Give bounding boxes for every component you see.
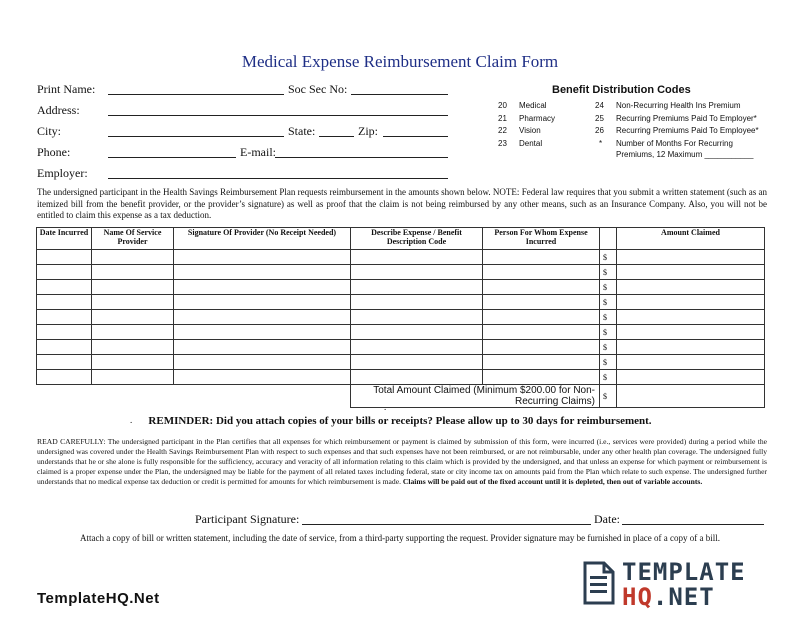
cell-provider[interactable] bbox=[92, 295, 174, 310]
header-provider: Name Of Service Provider bbox=[92, 228, 174, 250]
table-row bbox=[37, 280, 765, 295]
zip-field[interactable] bbox=[383, 136, 448, 137]
code-label: Medical bbox=[519, 101, 547, 110]
cell-signature[interactable] bbox=[174, 370, 351, 385]
cell-signature[interactable] bbox=[174, 280, 351, 295]
document-icon bbox=[582, 560, 616, 606]
participant-signature-field[interactable] bbox=[302, 524, 591, 525]
table-row bbox=[37, 340, 765, 355]
cell-provider[interactable] bbox=[92, 265, 174, 280]
address-label: Address: bbox=[37, 103, 80, 117]
state-field[interactable] bbox=[319, 136, 354, 137]
cell-provider[interactable] bbox=[92, 355, 174, 370]
cell-signature[interactable] bbox=[174, 310, 351, 325]
table-row bbox=[37, 295, 765, 310]
reminder-text: REMINDER: Did you attach copies of your bills or receipts? Please allow up to 30 days for reimbursement. bbox=[148, 415, 652, 427]
zip-label: Zip: bbox=[358, 124, 378, 138]
header-date: Date Incurred bbox=[37, 228, 92, 250]
cell-person[interactable] bbox=[483, 280, 600, 295]
table-row bbox=[37, 355, 765, 370]
cell-amount[interactable] bbox=[617, 295, 765, 310]
cell-signature[interactable] bbox=[174, 265, 351, 280]
total-spacer bbox=[37, 385, 351, 408]
cell-person[interactable] bbox=[483, 265, 600, 280]
table-row bbox=[37, 250, 765, 265]
state-label: State: bbox=[288, 124, 316, 138]
print-name-field[interactable] bbox=[108, 94, 284, 95]
cell-provider[interactable] bbox=[92, 370, 174, 385]
cell-provider[interactable] bbox=[92, 280, 174, 295]
total-row bbox=[37, 385, 765, 408]
header-person: Person For Whom Expense Incurred bbox=[483, 228, 600, 250]
code-number: 21 bbox=[498, 114, 507, 123]
table-row bbox=[37, 325, 765, 340]
brand-logo-line1: TEMPLATE bbox=[622, 558, 746, 586]
code-number: 20 bbox=[498, 101, 507, 110]
cell-signature[interactable] bbox=[174, 325, 351, 340]
code-number: 22 bbox=[498, 126, 507, 135]
city-field[interactable] bbox=[108, 136, 284, 137]
brand-text-left: TemplateHQ.Net bbox=[37, 590, 160, 607]
read-carefully-text bbox=[37, 437, 767, 487]
cell-dollar: $ bbox=[600, 310, 617, 325]
cell-date[interactable] bbox=[37, 265, 92, 280]
address-field[interactable] bbox=[108, 115, 448, 116]
date-field[interactable] bbox=[622, 524, 764, 525]
soc-sec-label: Soc Sec No: bbox=[288, 82, 348, 96]
cell-dollar: $ bbox=[600, 250, 617, 265]
cell-amount[interactable] bbox=[617, 340, 765, 355]
total-label: Total Amount Claimed (Minimum $200.00 for Non-Recurring Claims) bbox=[351, 385, 600, 408]
cell-date[interactable] bbox=[37, 355, 92, 370]
cell-person[interactable] bbox=[483, 370, 600, 385]
cell-describe[interactable] bbox=[351, 355, 483, 370]
cell-dollar: $ bbox=[600, 295, 617, 310]
cell-date[interactable] bbox=[37, 370, 92, 385]
code-number: 26 bbox=[595, 126, 604, 135]
form-title: Medical Expense Reimbursement Claim Form bbox=[241, 52, 559, 71]
cell-amount[interactable] bbox=[617, 310, 765, 325]
cell-person[interactable] bbox=[483, 295, 600, 310]
cell-person[interactable] bbox=[483, 340, 600, 355]
employer-label: Employer: bbox=[37, 166, 88, 180]
brand-logo-hq: HQ bbox=[622, 583, 653, 611]
cell-amount[interactable] bbox=[617, 250, 765, 265]
cell-person[interactable] bbox=[483, 355, 600, 370]
claims-table bbox=[36, 227, 765, 408]
table-header-row bbox=[37, 228, 765, 250]
cell-person[interactable] bbox=[483, 310, 600, 325]
code-label: Pharmacy bbox=[519, 114, 556, 123]
total-amount-field[interactable] bbox=[617, 385, 765, 408]
cell-dollar: $ bbox=[600, 340, 617, 355]
cell-describe[interactable] bbox=[351, 310, 483, 325]
cell-describe[interactable] bbox=[351, 325, 483, 340]
code-label: Premiums, 12 Maximum ___________ bbox=[616, 150, 754, 159]
code-number: 24 bbox=[595, 101, 604, 110]
cell-describe[interactable] bbox=[351, 340, 483, 355]
cell-amount[interactable] bbox=[617, 370, 765, 385]
code-label: Non-Recurring Health Ins Premium bbox=[616, 101, 741, 110]
benefit-codes-title: Benefit Distribution Codes bbox=[552, 84, 691, 96]
cell-person[interactable] bbox=[483, 325, 600, 340]
employer-field[interactable] bbox=[108, 178, 448, 179]
cell-signature[interactable] bbox=[174, 250, 351, 265]
soc-sec-field[interactable] bbox=[351, 94, 448, 95]
table-row bbox=[37, 265, 765, 280]
intro-paragraph: The undersigned participant in the Health Savings Reimbursement Plan requests reimbursement in the amounts shown below. NOTE: Federal law requires that you submit a written statement (such as an itemized bill from the benefit provider, or the provider’s signature) as well as proof that the claim is not being reimbursed by any other means, such as an Insurance Company. Also, you will not be entitled to claim this expense as a tax deduction. bbox=[37, 187, 767, 220]
cell-dollar: $ bbox=[600, 265, 617, 280]
cell-amount[interactable] bbox=[617, 265, 765, 280]
cell-date[interactable] bbox=[37, 250, 92, 265]
read-carefully-body: READ CAREFULLY: The undersigned participant in the Plan certifies that all expenses for which reimbursement or payment is claimed by submission of this form, were incurred (i.e., services were provided) during a period while the undersigned was covered under the Health Savings Reimbursement Plan with respect to such expenses and that such expenses have not been reimbursed, or are not reimbursable, under any other health plan coverage. The undersigned fully understands that he or she alone is fully responsible for the sufficiency, accuracy and veracity of all information relating to this claim which is provided by the undersigned, and that unless an expense for which payment or reimbursement is claimed is a proper expense under the Plan, the undersigned may be liable for the payment of all related taxes including federal, state or city income tax on amounts paid from the Plan which relate to such expense. The undersigned further understands that no medical expense tax deduction or credit is permitted for amounts for which reimbursement is made. bbox=[37, 437, 767, 486]
cell-date[interactable] bbox=[37, 340, 92, 355]
participant-signature-label: Participant Signature: bbox=[195, 512, 300, 526]
cell-signature[interactable] bbox=[174, 340, 351, 355]
code-label: Recurring Premiums Paid To Employee* bbox=[616, 126, 759, 135]
phone-label: Phone: bbox=[37, 145, 71, 159]
cell-date[interactable] bbox=[37, 310, 92, 325]
total-dollar: $ bbox=[600, 385, 617, 408]
code-number: 25 bbox=[595, 114, 604, 123]
cell-provider[interactable] bbox=[92, 250, 174, 265]
cell-describe[interactable] bbox=[351, 250, 483, 265]
header-signature: Signature Of Provider (No Receipt Needed) bbox=[174, 228, 351, 250]
cell-person[interactable] bbox=[483, 250, 600, 265]
cell-date[interactable] bbox=[37, 280, 92, 295]
email-label: E-mail: bbox=[240, 145, 276, 159]
attach-note: Attach a copy of bill or written statement, including the date of service, from a third-party supporting the request. Provider signature may be furnished in place of a copy of a bill. bbox=[79, 533, 721, 543]
cell-dollar: $ bbox=[600, 370, 617, 385]
date-label: Date: bbox=[594, 512, 620, 526]
table-row bbox=[37, 310, 765, 325]
cell-amount[interactable] bbox=[617, 355, 765, 370]
stray-dot: . bbox=[130, 415, 133, 425]
brand-logo-line2 bbox=[622, 583, 715, 611]
cell-describe[interactable] bbox=[351, 265, 483, 280]
cell-provider[interactable] bbox=[92, 310, 174, 325]
phone-field[interactable] bbox=[108, 157, 236, 158]
cell-signature[interactable] bbox=[174, 355, 351, 370]
code-number: * bbox=[599, 139, 603, 148]
code-label: Recurring Premiums Paid To Employer* bbox=[616, 114, 757, 123]
header-dollar-spacer bbox=[600, 228, 617, 250]
cell-dollar: $ bbox=[600, 280, 617, 295]
code-label: Number of Months For Recurring bbox=[616, 139, 733, 148]
cell-describe[interactable] bbox=[351, 370, 483, 385]
cell-date[interactable] bbox=[37, 295, 92, 310]
stray-dot: . bbox=[384, 402, 387, 412]
cell-signature[interactable] bbox=[174, 295, 351, 310]
header-amount: Amount Claimed bbox=[617, 228, 765, 250]
cell-provider[interactable] bbox=[92, 325, 174, 340]
cell-amount[interactable] bbox=[617, 280, 765, 295]
cell-describe[interactable] bbox=[351, 280, 483, 295]
table-row bbox=[37, 370, 765, 385]
code-number: 23 bbox=[498, 139, 507, 148]
email-field[interactable] bbox=[275, 157, 448, 158]
print-name-label: Print Name: bbox=[37, 82, 96, 96]
cell-dollar: $ bbox=[600, 355, 617, 370]
cell-describe[interactable] bbox=[351, 295, 483, 310]
header-describe: Describe Expense / Benefit Description Code bbox=[351, 228, 483, 250]
code-label: Vision bbox=[519, 126, 541, 135]
cell-amount[interactable] bbox=[617, 325, 765, 340]
cell-provider[interactable] bbox=[92, 340, 174, 355]
city-label: City: bbox=[37, 124, 62, 138]
read-carefully-bold: Claims will be paid out of the fixed account until it is depleted, then out of variable accounts. bbox=[402, 477, 703, 486]
cell-dollar: $ bbox=[600, 325, 617, 340]
cell-date[interactable] bbox=[37, 325, 92, 340]
code-label: Dental bbox=[519, 139, 543, 148]
brand-logo-net: .NET bbox=[652, 583, 715, 611]
